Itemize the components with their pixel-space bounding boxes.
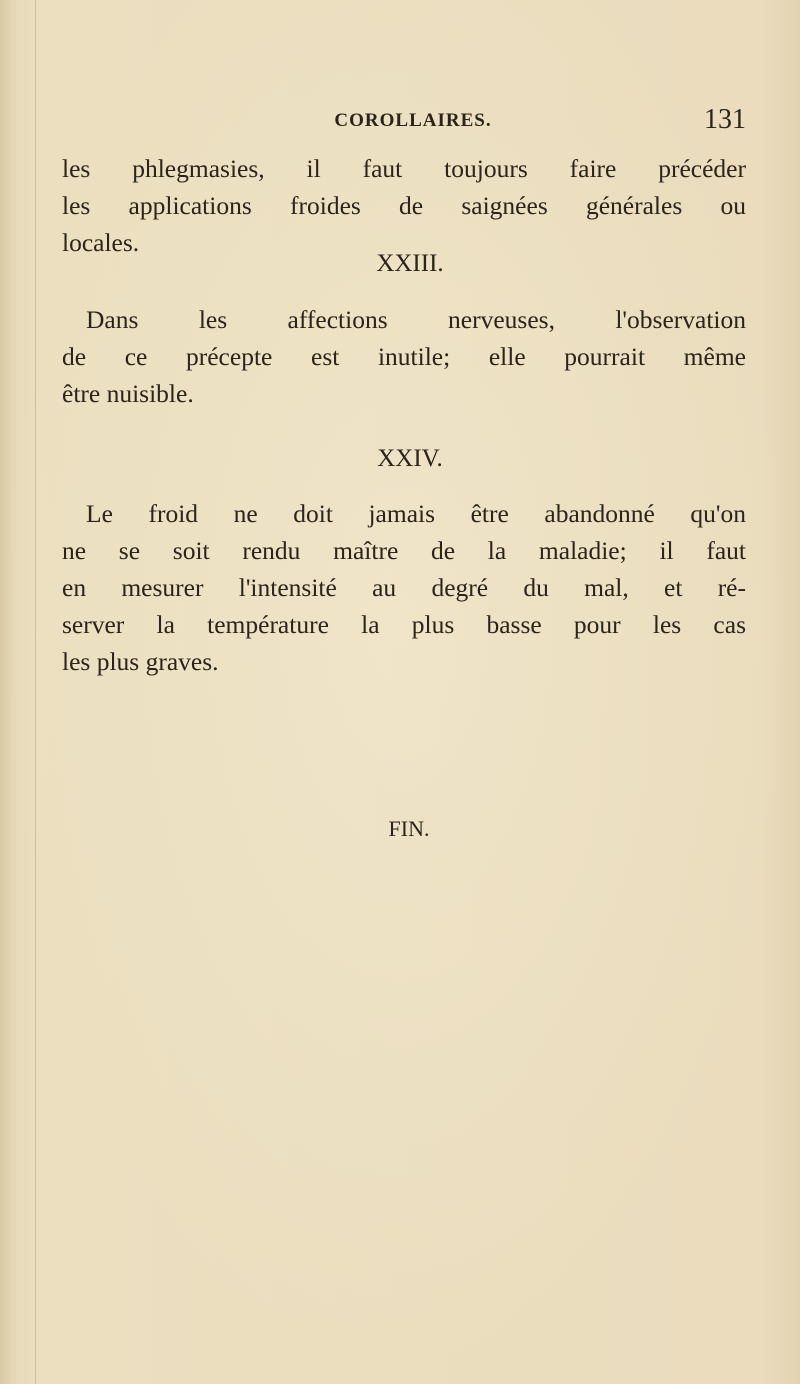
paragraph-1 xyxy=(62,150,746,261)
text-line: ne se soit rendu maître de la maladie; il faut xyxy=(62,536,746,565)
end-mark: FIN. xyxy=(388,816,430,841)
paragraph-section-23 xyxy=(62,301,746,412)
text-line: les plus graves. xyxy=(62,647,219,676)
section-number-23: XXIII. xyxy=(376,250,444,277)
text-line: les applications froides de saignées générales ou xyxy=(62,191,746,220)
text-line: locales. xyxy=(62,228,140,257)
section-number-24: XXIV. xyxy=(377,445,443,472)
page-header xyxy=(60,104,746,144)
paragraph-section-24 xyxy=(62,495,746,680)
text-line: en mesurer l'intensité au degré du mal, et ré- xyxy=(62,573,746,602)
page-edge-shadow xyxy=(35,0,36,1384)
text-line: Dans les affections nerveuses, l'observation xyxy=(86,305,746,334)
text-line: server la température la plus basse pour les cas xyxy=(62,610,746,639)
text-line: Le froid ne doit jamais être abandonné qu'on xyxy=(86,499,746,528)
text-line: les phlegmasies, il faut toujours faire précéder xyxy=(62,154,746,183)
running-title: COROLLAIRES. xyxy=(334,110,492,131)
text-line: être nuisible. xyxy=(62,379,194,408)
page-number: 131 xyxy=(704,104,746,135)
text-line: de ce précepte est inutile; elle pourrait même xyxy=(62,342,746,371)
